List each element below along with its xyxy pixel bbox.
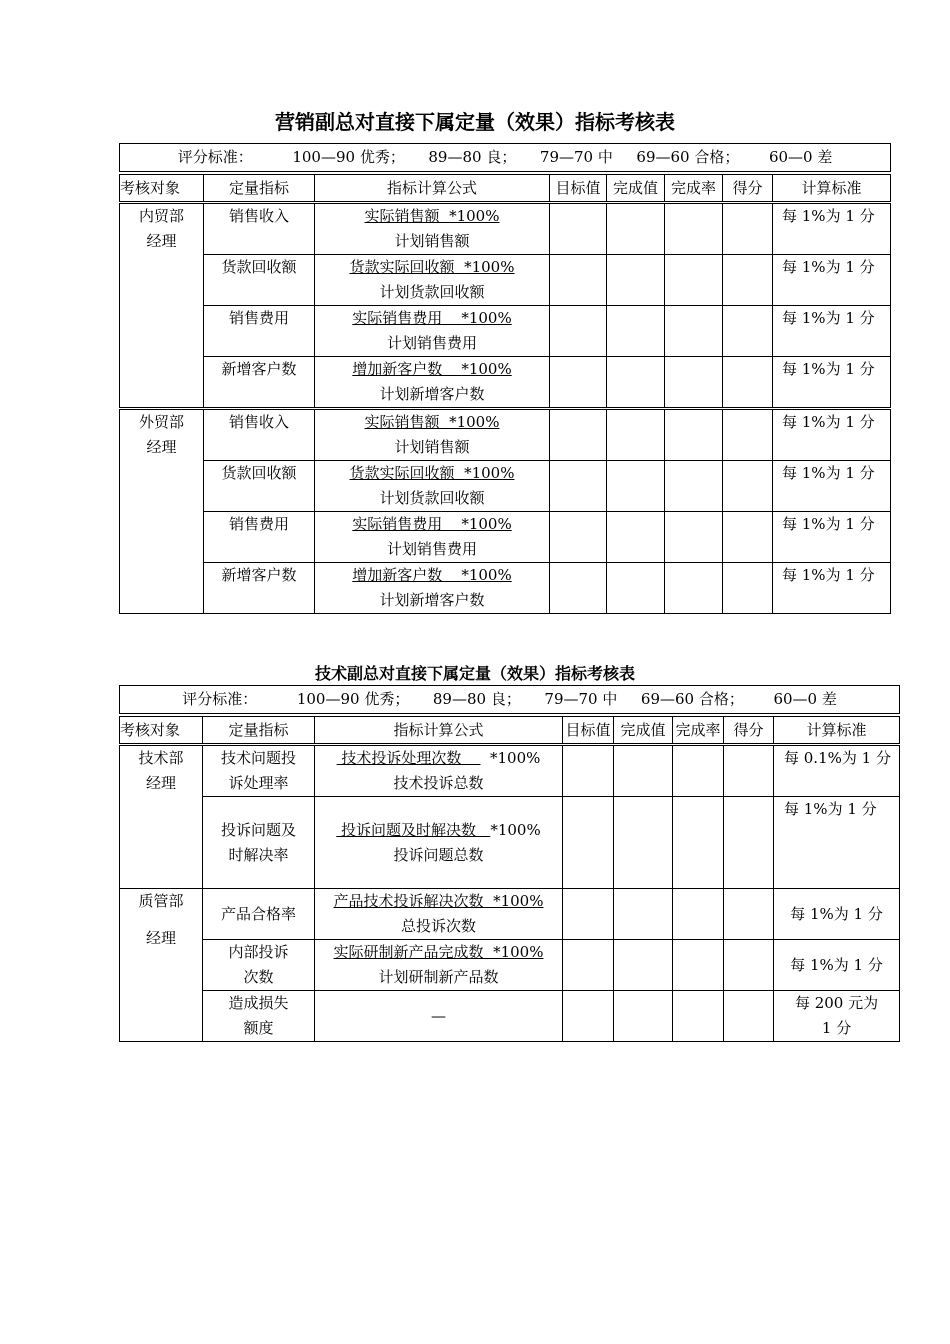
criteria-item: 69—60 合格； <box>640 690 744 708</box>
actual-value-cell[interactable] <box>607 563 665 614</box>
header-cell: 考核对象 <box>120 715 203 745</box>
completion-rate-cell[interactable] <box>673 991 724 1042</box>
table1-title: 营销副总对直接下属定量（效果）指标考核表 <box>275 110 675 134</box>
standard-cell: 每 1%为 1 分 <box>773 203 891 255</box>
scoring-criteria <box>120 686 900 716</box>
indicator-cell: 内部投诉 次数 <box>203 940 315 991</box>
completion-rate-cell[interactable] <box>673 889 724 940</box>
table-row <box>120 306 891 357</box>
technical-assessment-table <box>119 685 900 1042</box>
header-cell: 得分 <box>724 715 774 745</box>
criteria-item: 100—90 优秀； <box>296 690 410 708</box>
table-row <box>120 461 891 512</box>
score-cell[interactable] <box>724 889 774 940</box>
standard-cell: 每 1%为 1 分 <box>773 563 891 614</box>
standard-cell: 每 1%为 1 分 <box>774 797 900 889</box>
marketing-assessment-table <box>119 143 891 614</box>
table-row <box>120 797 900 889</box>
header-cell: 目标值 <box>550 173 607 203</box>
score-cell[interactable] <box>723 203 773 255</box>
standard-cell: 每 1%为 1 分 <box>773 357 891 409</box>
formula-cell: 产品技术投诉解决次数 *100% 总投诉次数 <box>315 889 563 940</box>
actual-value-cell[interactable] <box>607 203 665 255</box>
score-cell[interactable] <box>724 745 774 797</box>
actual-value-cell[interactable] <box>614 745 673 797</box>
header-row <box>120 173 891 203</box>
formula-cell: 技术投诉处理次数 *100% 技术投诉总数 <box>315 745 563 797</box>
header-cell: 完成率 <box>673 715 724 745</box>
table-row <box>120 409 891 461</box>
actual-value-cell[interactable] <box>607 461 665 512</box>
formula-cell: 实际研制新产品完成数 *100% 计划研制新产品数 <box>315 940 563 991</box>
indicator-cell: 新增客户数 <box>204 563 315 614</box>
formula-cell: 实际销售费用 *100% 计划销售费用 <box>315 512 550 563</box>
subject-cell: 内贸部 经理 <box>120 203 204 409</box>
indicator-cell: 销售收入 <box>204 203 315 255</box>
target-value-cell[interactable] <box>563 940 614 991</box>
completion-rate-cell[interactable] <box>665 357 723 409</box>
actual-value-cell[interactable] <box>614 797 673 889</box>
target-value-cell[interactable] <box>550 563 607 614</box>
target-value-cell[interactable] <box>563 797 614 889</box>
formula-cell: 投诉问题及时解决数 *100% 投诉问题总数 <box>315 797 563 889</box>
criteria-item: 89—80 良； <box>432 690 521 708</box>
standard-cell: 每 1%为 1 分 <box>773 255 891 306</box>
header-cell: 得分 <box>723 173 773 203</box>
actual-value-cell[interactable] <box>614 940 673 991</box>
standard-cell: 每 0.1%为 1 分 <box>774 745 900 797</box>
criteria-item: 100—90 优秀； <box>292 148 405 166</box>
completion-rate-cell[interactable] <box>665 203 723 255</box>
actual-value-cell[interactable] <box>607 357 665 409</box>
target-value-cell[interactable] <box>550 357 607 409</box>
table-row <box>120 357 891 409</box>
score-cell[interactable] <box>723 409 773 461</box>
score-cell[interactable] <box>723 461 773 512</box>
indicator-cell: 销售收入 <box>204 409 315 461</box>
completion-rate-cell[interactable] <box>673 797 724 889</box>
table-row <box>120 512 891 563</box>
formula-cell: 货款实际回收额 *100% 计划货款回收额 <box>315 461 550 512</box>
table-row <box>120 940 900 991</box>
actual-value-cell[interactable] <box>607 255 665 306</box>
actual-value-cell[interactable] <box>614 889 673 940</box>
standard-cell: 每 1%为 1 分 <box>773 306 891 357</box>
standard-cell: 每 1%为 1 分 <box>773 512 891 563</box>
completion-rate-cell[interactable] <box>665 409 723 461</box>
scoring-criteria <box>120 144 891 174</box>
indicator-cell: 产品合格率 <box>203 889 315 940</box>
header-cell: 计算标准 <box>774 715 900 745</box>
header-cell: 完成值 <box>607 173 665 203</box>
standard-cell: 每 1%为 1 分 <box>773 461 891 512</box>
score-cell[interactable] <box>723 357 773 409</box>
formula-cell: 增加新客户数 *100% 计划新增客户数 <box>315 357 550 409</box>
indicator-cell: 货款回收额 <box>204 255 315 306</box>
target-value-cell[interactable] <box>550 409 607 461</box>
target-value-cell[interactable] <box>550 203 607 255</box>
table-row <box>120 889 900 940</box>
criteria-item: 60—0 差 <box>768 148 833 166</box>
actual-value-cell[interactable] <box>607 409 665 461</box>
indicator-cell: 技术问题投 诉处理率 <box>203 745 315 797</box>
formula-cell: 货款实际回收额 *100% 计划货款回收额 <box>315 255 550 306</box>
header-cell: 定量指标 <box>203 715 315 745</box>
actual-value-cell[interactable] <box>607 306 665 357</box>
subject-cell: 外贸部 经理 <box>120 409 204 614</box>
table2-title: 技术副总对直接下属定量（效果）指标考核表 <box>314 664 635 683</box>
completion-rate-cell[interactable] <box>665 512 723 563</box>
actual-value-cell[interactable] <box>607 512 665 563</box>
formula-cell: — <box>315 991 563 1042</box>
indicator-cell: 销售费用 <box>204 306 315 357</box>
formula-cell: 实际销售费用 *100% 计划销售费用 <box>315 306 550 357</box>
completion-rate-cell[interactable] <box>673 745 724 797</box>
score-cell[interactable] <box>724 940 774 991</box>
completion-rate-cell[interactable] <box>665 306 723 357</box>
score-cell[interactable] <box>723 255 773 306</box>
header-cell: 指标计算公式 <box>315 715 563 745</box>
target-value-cell[interactable] <box>563 745 614 797</box>
indicator-cell: 造成损失 额度 <box>203 991 315 1042</box>
indicator-cell: 货款回收额 <box>204 461 315 512</box>
table-row <box>120 203 891 255</box>
criteria-item: 89—80 良； <box>428 148 517 166</box>
header-cell: 指标计算公式 <box>315 173 550 203</box>
score-cell[interactable] <box>723 306 773 357</box>
criteria-item: 79—70 中 <box>544 690 618 708</box>
subject-cell: 技术部 经理 <box>120 745 203 889</box>
target-value-cell[interactable] <box>550 461 607 512</box>
header-cell: 完成率 <box>665 173 723 203</box>
indicator-cell: 新增客户数 <box>204 357 315 409</box>
criteria-label: 评分标准： <box>177 148 253 166</box>
target-value-cell[interactable] <box>563 889 614 940</box>
standard-cell: 每 1%为 1 分 <box>774 940 900 991</box>
formula-cell: 实际销售额 *100% 计划销售额 <box>315 203 550 255</box>
formula-cell: 实际销售额 *100% 计划销售额 <box>315 409 550 461</box>
table-row <box>120 563 891 614</box>
target-value-cell[interactable] <box>550 255 607 306</box>
target-value-cell[interactable] <box>550 306 607 357</box>
table-row <box>120 991 900 1042</box>
header-cell: 完成值 <box>614 715 673 745</box>
completion-rate-cell[interactable] <box>665 461 723 512</box>
table-row <box>120 745 900 797</box>
target-value-cell[interactable] <box>550 512 607 563</box>
indicator-cell: 投诉问题及 时解决率 <box>203 797 315 889</box>
criteria-label: 评分标准： <box>182 690 258 708</box>
target-value-cell[interactable] <box>563 991 614 1042</box>
score-cell[interactable] <box>723 563 773 614</box>
table-row <box>120 255 891 306</box>
formula-cell: 增加新客户数 *100% 计划新增客户数 <box>315 563 550 614</box>
score-cell[interactable] <box>723 512 773 563</box>
indicator-cell: 销售费用 <box>204 512 315 563</box>
criteria-item: 69—60 合格； <box>636 148 740 166</box>
completion-rate-cell[interactable] <box>673 940 724 991</box>
header-cell: 计算标准 <box>773 173 891 203</box>
actual-value-cell[interactable] <box>614 991 673 1042</box>
header-row <box>120 715 900 745</box>
header-cell: 考核对象 <box>120 173 204 203</box>
standard-cell: 每 1%为 1 分 <box>774 889 900 940</box>
standard-cell: 每 1%为 1 分 <box>773 409 891 461</box>
standard-cell: 每 200 元为 1 分 <box>774 991 900 1042</box>
completion-rate-cell[interactable] <box>665 563 723 614</box>
header-cell: 定量指标 <box>204 173 315 203</box>
score-cell[interactable] <box>724 991 774 1042</box>
header-cell: 目标值 <box>563 715 614 745</box>
criteria-item: 79—70 中 <box>539 148 613 166</box>
subject-cell: 质管部 经理 <box>120 889 203 1042</box>
criteria-item: 60—0 差 <box>773 690 837 708</box>
score-cell[interactable] <box>724 797 774 889</box>
completion-rate-cell[interactable] <box>665 255 723 306</box>
